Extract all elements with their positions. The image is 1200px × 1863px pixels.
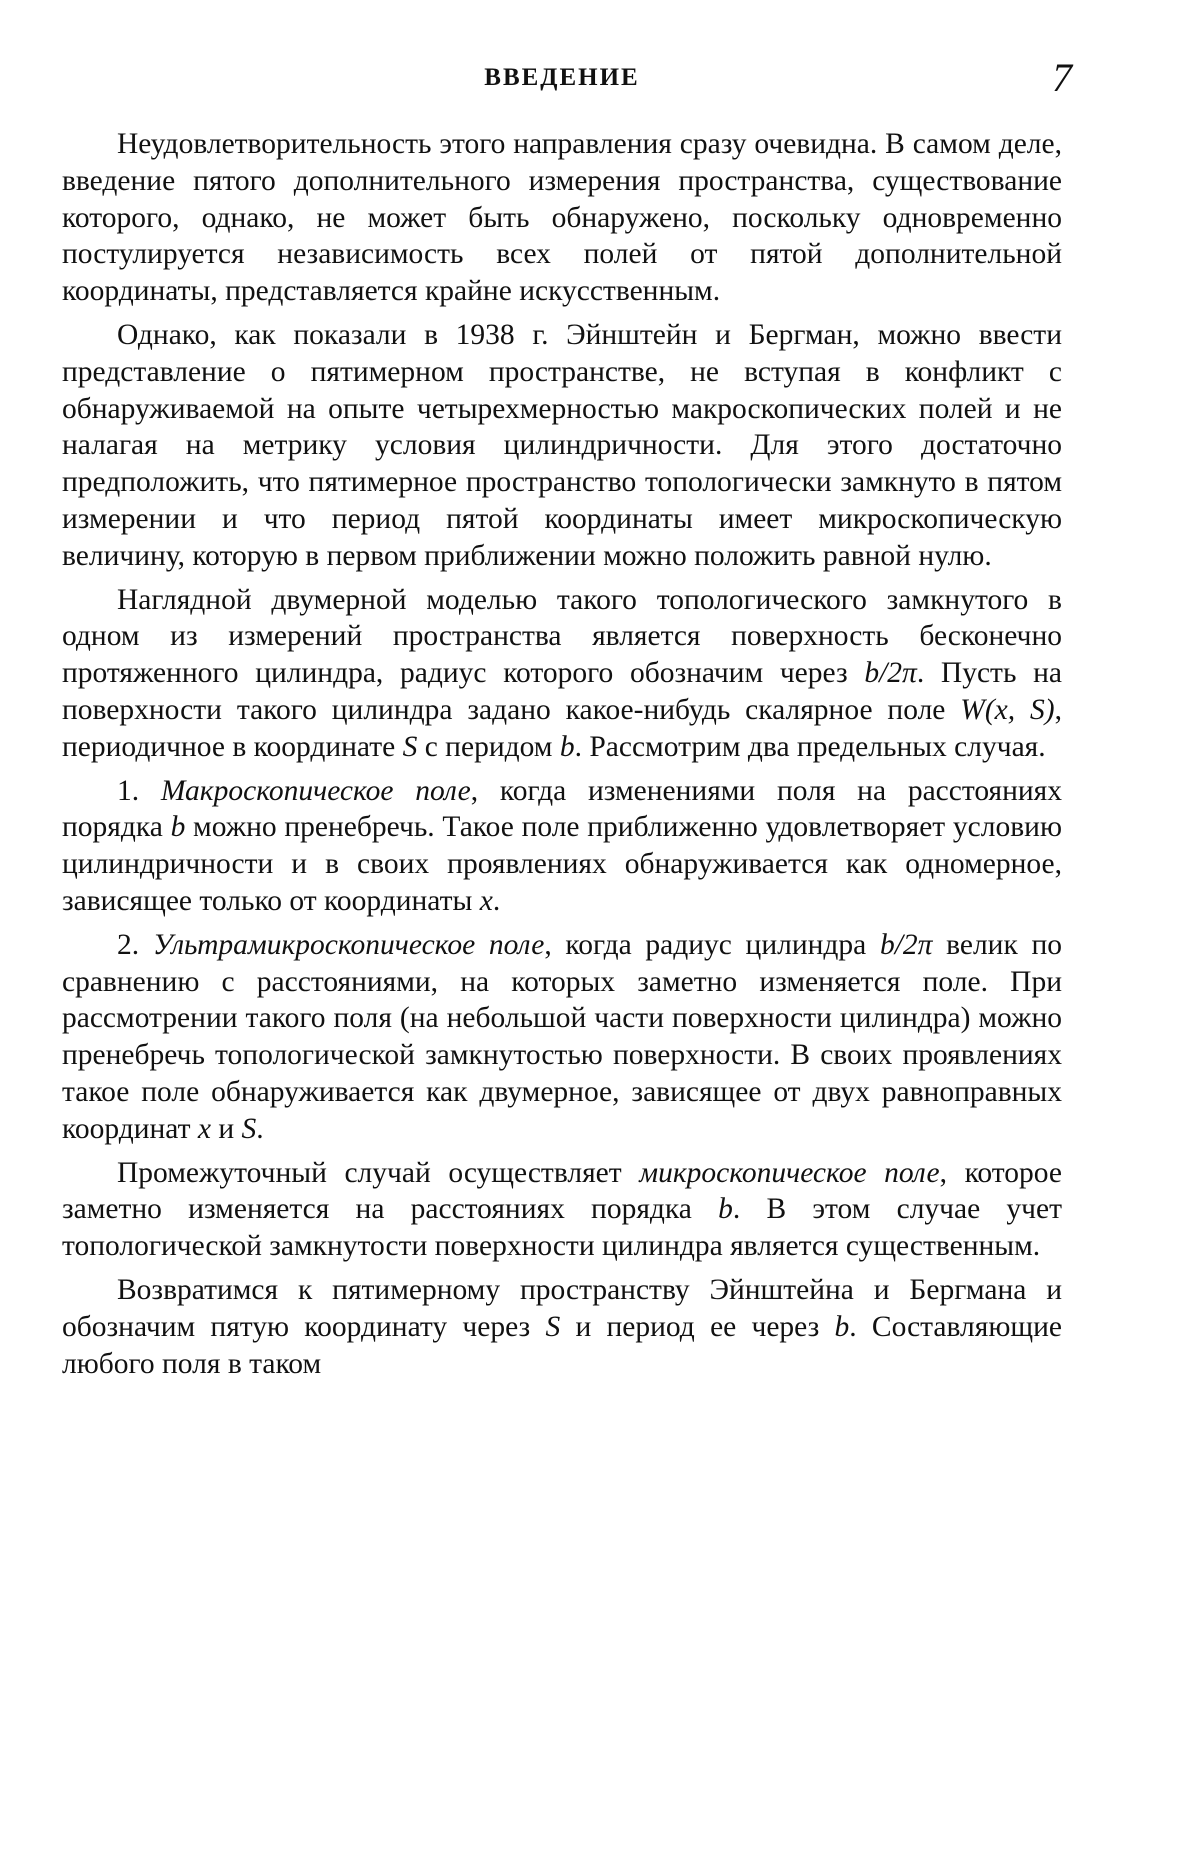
page-body: [62, 126, 1062, 1389]
math-S: S: [545, 1310, 561, 1343]
math-b-over-2pi: b/2π: [879, 928, 933, 961]
paragraph-5-case-2: 2. Ультрамикроскопическое поле, когда радиус цилиндра b/2π велик по сравнению с расстояниями, на которых заметно изменяется поле. При рассмотрении такого поля (на небольшой части поверхности цилиндра) можно пренебречь топологической замкнутостью поверхности. В своих проявлениях такое поле обнаруживается как двумерное, зависящее от двух равноправных координат x и S.: [62, 928, 1063, 1145]
math-b: b: [170, 811, 186, 844]
paragraph-3: Наглядной двумерной моделью такого топологического замкнутого в одном из измерений пространства является поверхность бесконечно протяженного цилиндра, радиус которого обозначим через b/2π. Пусть на поверхности такого цилиндра задано какое-нибудь скалярное поле W(x, S), периодичное в координате S с перидом b. Рассмотрим два предельных случая.: [62, 583, 1062, 763]
math-b: b: [559, 730, 575, 763]
math-x: x: [197, 1112, 211, 1145]
math-b: b: [718, 1193, 733, 1226]
paragraph-4-case-1: 1. Макроскопическое поле, когда изменениями поля на расстояниях порядка b можно пренебречь. Такое поле приближенно удовлетворяет условию цилиндричности и в своих проявлениях обнаруживается как одномерное, зависящее только от координаты x.: [62, 774, 1062, 917]
page-header: [62, 54, 1072, 104]
page-number: 7: [1052, 55, 1072, 100]
math-S: S: [402, 730, 418, 763]
math-b: b: [834, 1310, 850, 1343]
math-S: S: [241, 1112, 257, 1145]
paragraph-1: Неудовлетворительность этого направления сразу очевидна. В самом деле, введение пятого дополнительного измерения пространства, существование которого, однако, не может быть обнаружено, поскольку одновременно постулируется независимость всех полей от пятой дополнительной координаты, представляется крайне искусственным.: [62, 128, 1062, 308]
paragraph-2: Однако, как показали в 1938 г. Эйнштейн и Бергман, можно ввести представление о пятимерном пространстве, не вступая в конфликт с обнаруживаемой на опыте четырехмерностью макроскопических полей и не налагая на метрику условия цилиндричности. Для этого достаточно предположить, что пятимерное пространство топологически замкнуто в пятом измерении и что период пятой координаты имеет микроскопическую величину, которую в первом приближении можно положить равной нулю.: [62, 318, 1062, 572]
math-x: x: [479, 884, 493, 917]
math-W-x-S: W(x, S): [960, 693, 1055, 726]
term-macroscopic-field: Макроскопическое поле: [160, 774, 471, 807]
running-title: ВВЕДЕНИЕ: [484, 64, 640, 91]
term-microscopic-field: микроскопическое поле: [639, 1156, 940, 1189]
term-ultramicroscopic-field: Ультрамикроскопическое поле: [152, 928, 545, 961]
paragraph-7: Возвратимся к пятимерному пространству Эйнштейна и Бергмана и обозначим пятую координату через S и период ее через b. Составляющие любого поля в таком: [62, 1273, 1062, 1380]
math-b-over-2pi: b/2π: [864, 657, 917, 690]
paragraph-6: Промежуточный случай осуществляет микроскопическое поле, которое заметно изменяется на расстояниях порядка b. В этом случае учет топологической замкнутости поверхности цилиндра является существенным.: [62, 1156, 1063, 1263]
